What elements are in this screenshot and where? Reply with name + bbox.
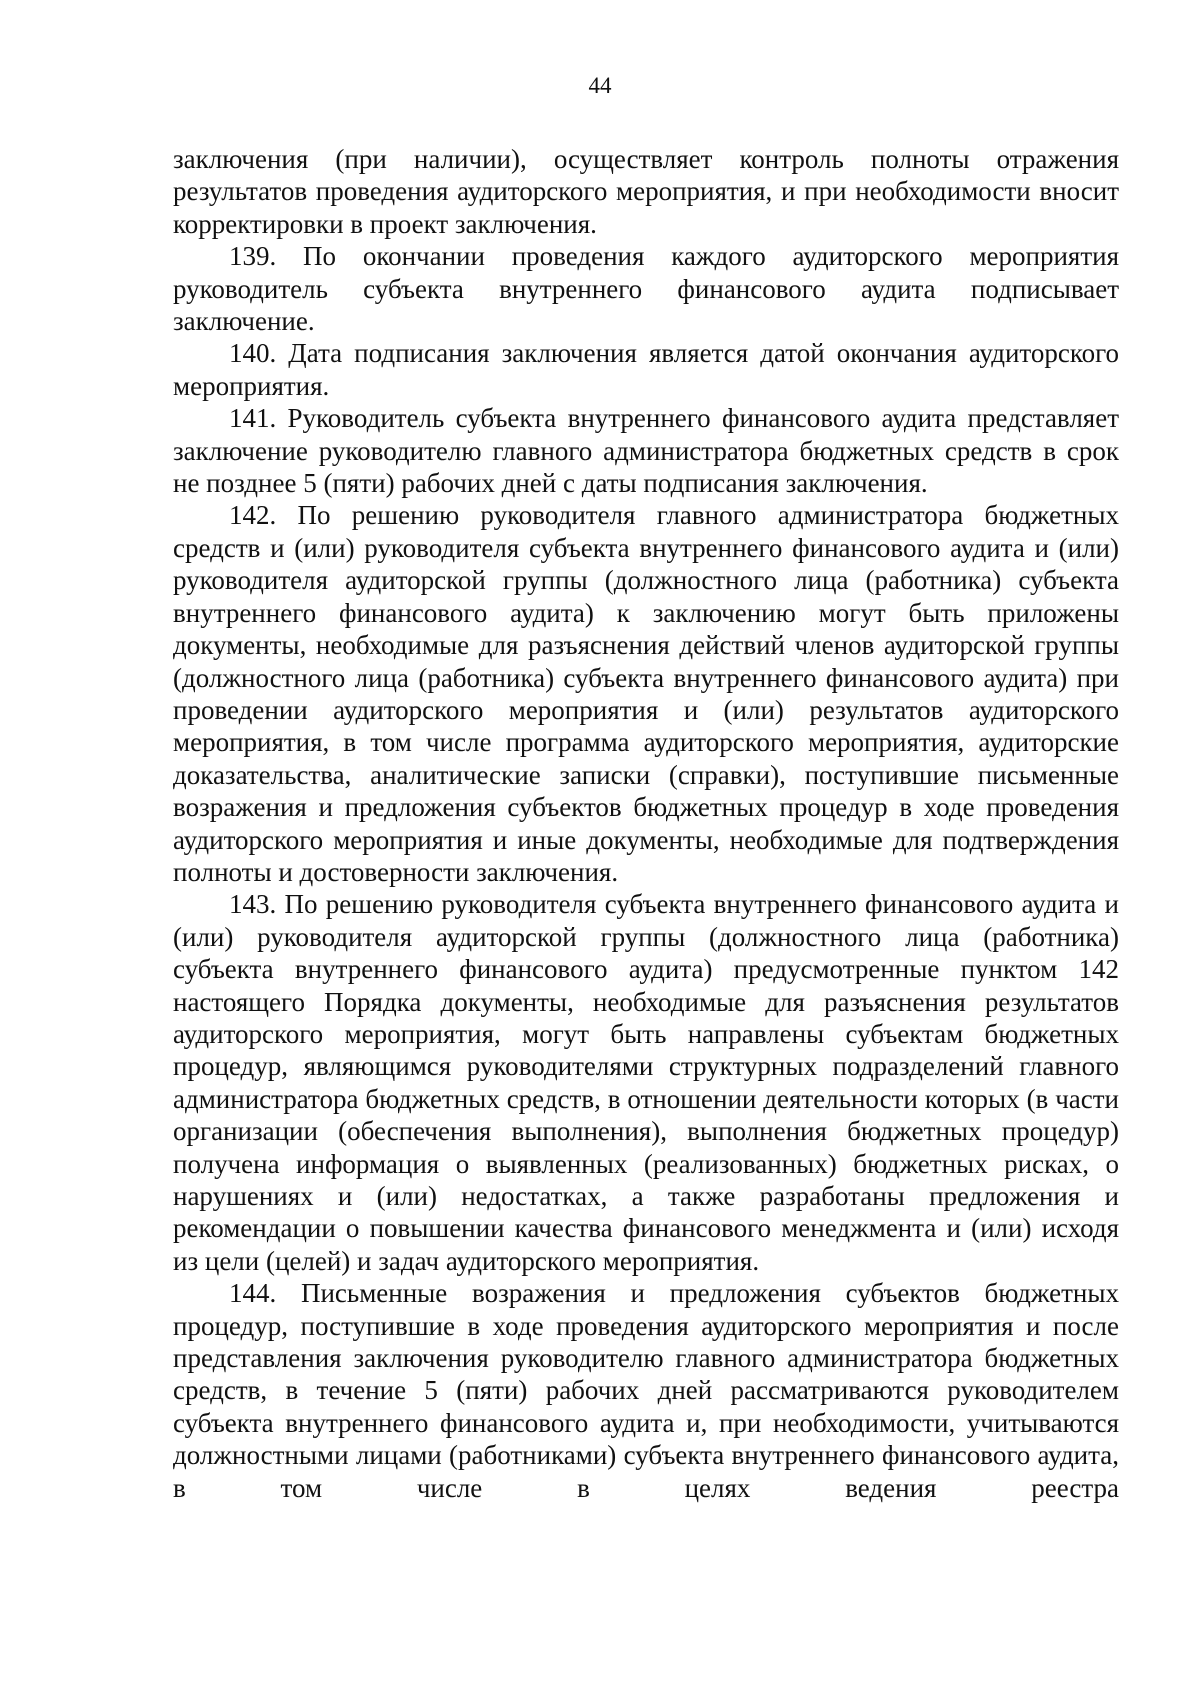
document-body	[173, 143, 1119, 1504]
paragraph-142: 142. По решению руководителя главного администратора бюджетных средств и (или) руководителя субъекта внутреннего финансового аудита и (или) руководителя аудиторской группы (должностного лица (работника) субъекта внутреннего финансового аудита) к заключению могут быть приложены документы, необходимые для разъяснения действий членов аудиторской группы (должностного лица (работника) субъекта внутреннего финансового аудита) при проведении аудиторского мероприятия и (или) результатов аудиторского мероприятия, в том числе программа аудиторского мероприятия, аудиторские доказательства, аналитические записки (справки), поступившие письменные возражения и предложения субъектов бюджетных процедур в ходе проведения аудиторского мероприятия и иные документы, необходимые для подтверждения полноты и достоверности заключения.	[173, 500, 1119, 887]
paragraph-144: 144. Письменные возражения и предложения субъектов бюджетных процедур, поступившие в ходе проведения аудиторского мероприятия и после представления заключения руководителю главного администратора бюджетных средств, в течение 5 (пяти) рабочих дней рассматриваются руководителем субъекта внутреннего финансового аудита и, при необходимости, учитываются должностными лицами (работниками) субъекта внутреннего финансового аудита, в том числе в целях ведения реестра	[173, 1278, 1119, 1503]
page-number: 44	[588, 73, 612, 98]
paragraph-143: 143. По решению руководителя субъекта внутреннего финансового аудита и (или) руководителя аудиторской группы (должностного лица (работника) субъекта внутреннего финансового аудита) предусмотренные пунктом 142 настоящего Порядка документы, необходимые для разъяснения результатов аудиторского мероприятия, могут быть направлены субъектам бюджетных процедур, являющимся руководителями структурных подразделений главного администратора бюджетных средств, в отношении деятельности которых (в части организации (обеспечения выполнения), выполнения бюджетных процедур) получена информация о выявленных (реализованных) бюджетных рисках, о нарушениях и (или) недостатках, а также разработаны предложения и рекомендации о повышении качества финансового менеджмента и (или) исходя из цели (целей) и задач аудиторского мероприятия.	[173, 889, 1119, 1276]
paragraph-139: 139. По окончании проведения каждого аудиторского мероприятия руководитель субъекта внутреннего финансового аудита подписывает заключение.	[173, 241, 1119, 337]
paragraph-141: 141. Руководитель субъекта внутреннего финансового аудита представляет заключение руководителю главного администратора бюджетных средств в срок не позднее 5 (пяти) рабочих дней с даты подписания заключения.	[173, 403, 1119, 499]
paragraph-continuation: заключения (при наличии), осуществляет контроль полноты отражения результатов проведения аудиторского мероприятия, и при необходимости вносит корректировки в проект заключения.	[173, 144, 1119, 239]
paragraph-140: 140. Дата подписания заключения является датой окончания аудиторского мероприятия.	[173, 338, 1119, 401]
